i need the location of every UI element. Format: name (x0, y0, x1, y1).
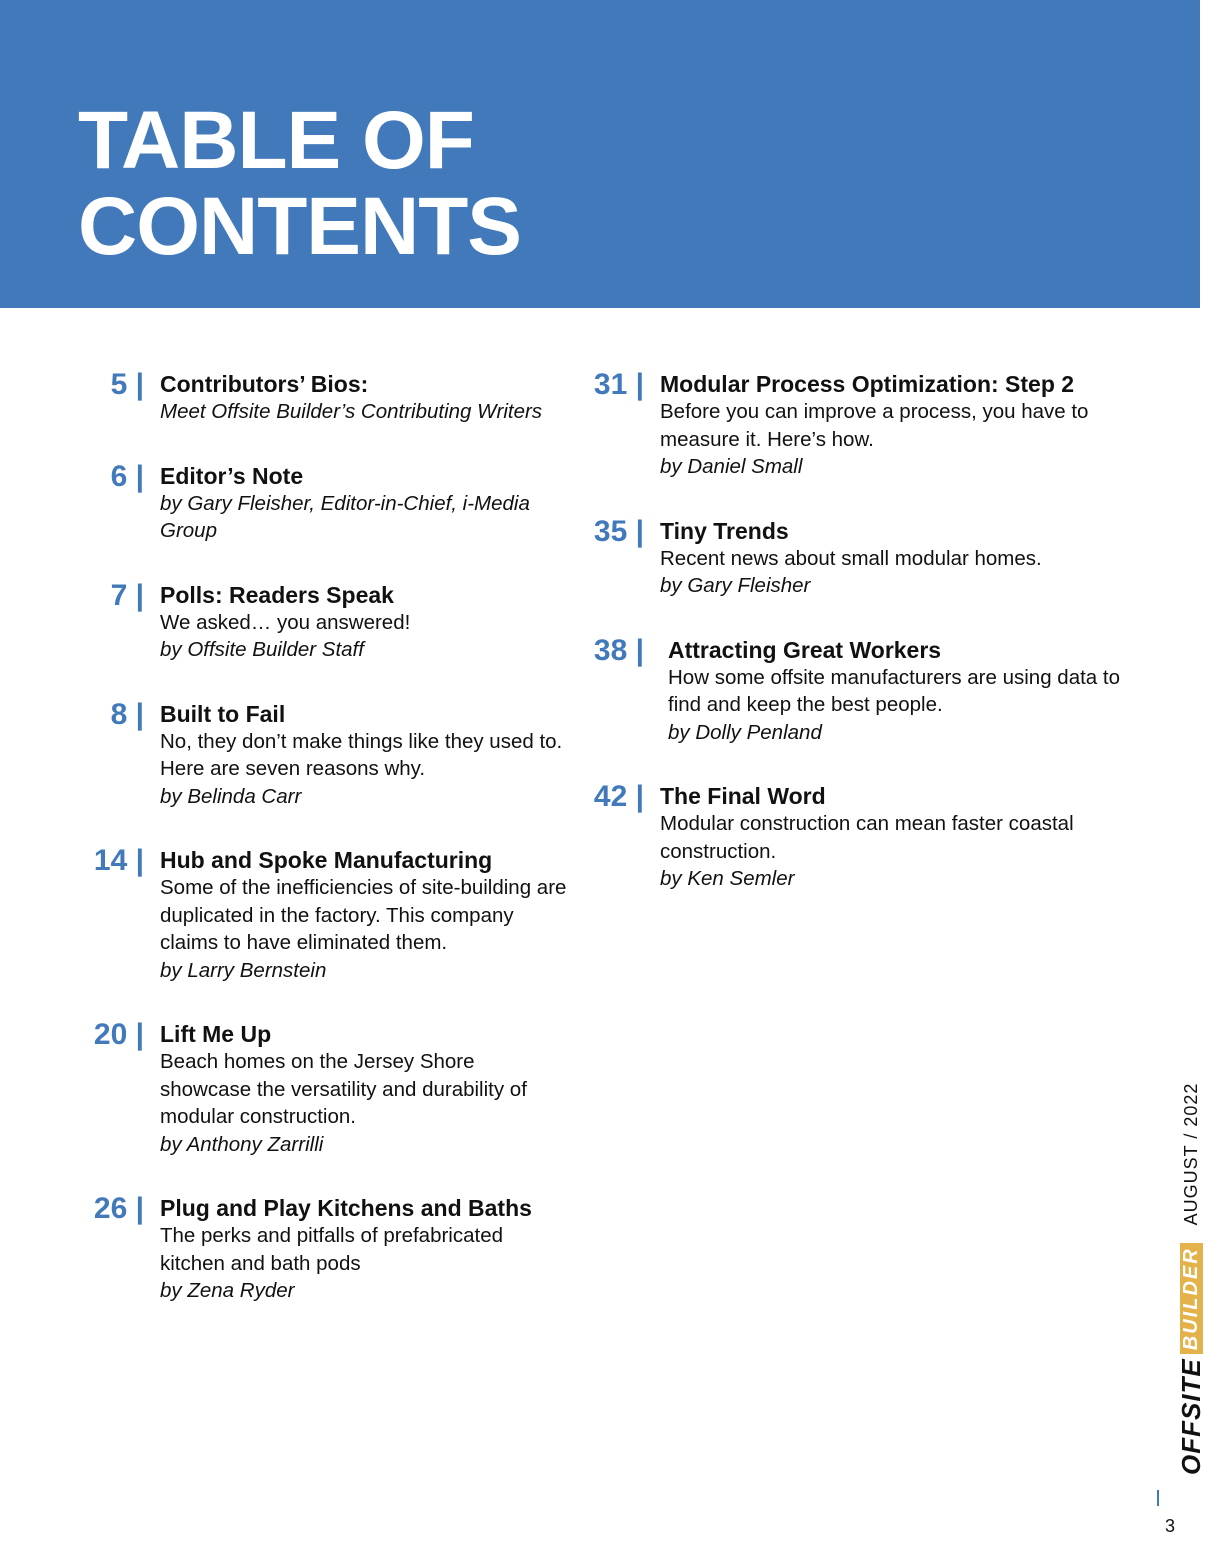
toc-entry-description: No, they don’t make things like they used to. Here are seven reasons why. (160, 729, 563, 780)
toc-entry-byline: by Ken Semler (660, 867, 795, 890)
toc-page-number: 8 | (110, 697, 144, 731)
toc-entry[interactable] (560, 633, 1138, 747)
toc-page-number: 6 | (110, 459, 144, 493)
toc-entry[interactable] (60, 1194, 570, 1305)
toc-entry-byline: by Offsite Builder Staff (160, 638, 364, 661)
brand-logo-offsite: OFFSITE (1175, 1358, 1206, 1475)
toc-right-column (560, 370, 1160, 929)
toc-page-number: 26 | (93, 1192, 144, 1225)
toc-entry-title: Contributors’ Bios: (160, 371, 369, 397)
toc-entry-byline: by Dolly Penland (668, 720, 822, 744)
toc-entry-title: Polls: Readers Speak (160, 581, 394, 608)
toc-entry-byline: by Belinda Carr (160, 784, 302, 808)
page-title-line-1: TABLE OF (78, 95, 474, 186)
toc-entry[interactable] (60, 846, 570, 984)
toc-entry-description: Beach homes on the Jersey Shore showcase the versatility and durability of modular construction. (160, 1050, 527, 1128)
toc-entry-description: We asked… you answered! (160, 610, 411, 634)
toc-entry-byline: by Zena Ryder (160, 1279, 295, 1302)
brand-logo-builder: BUILDER (1180, 1243, 1203, 1354)
page-number-rule (1157, 1490, 1159, 1506)
toc-entry-title: Lift Me Up (160, 1021, 272, 1047)
toc-entry-title: Attracting Great Workers (668, 636, 942, 663)
toc-entry-byline: by Gary Fleisher, Editor-in-Chief, i-Media Group (160, 491, 530, 542)
page-number: 3 (1165, 1516, 1176, 1536)
toc-left-column (60, 370, 580, 1341)
toc-entry-description: How some offsite manufacturers are using data to find and keep the best people. (668, 665, 1120, 716)
toc-entry-title: Built to Fail (160, 700, 286, 727)
toc-entry-title: Editor’s Note (160, 462, 304, 489)
toc-entry-title: The Final Word (660, 783, 826, 809)
header-band (0, 0, 1200, 308)
toc-entry-title: Hub and Spoke Manufacturing (160, 847, 493, 873)
toc-entry-byline: by Daniel Small (660, 455, 803, 478)
toc-entry-description: The perks and pitfalls of prefabricated kitchen and bath pods (160, 1224, 503, 1275)
toc-entry[interactable] (60, 697, 570, 811)
toc-entry-byline: by Larry Bernstein (160, 958, 327, 982)
toc-entry-description: Modular construction can mean faster coastal construction. (660, 812, 1074, 863)
toc-page-number: 14 | (93, 844, 144, 877)
toc-entry-byline: by Gary Fleisher (660, 574, 811, 597)
issue-date: AUGUST / 2022 (1180, 1082, 1201, 1226)
toc-entry-description: Some of the inefficiencies of site-building are duplicated in the factory. This company claims to have eliminated them. (160, 876, 567, 954)
toc-entry[interactable] (60, 459, 570, 545)
toc-entry-description: Meet Offsite Builder’s Contributing Writers (160, 400, 543, 423)
page-title (78, 95, 521, 272)
toc-page-number: 5 | (110, 368, 144, 401)
toc-entry-byline: by Anthony Zarrilli (160, 1132, 324, 1156)
toc-entry-title: Tiny Trends (660, 517, 789, 544)
toc-entry-description: Before you can improve a process, you have to measure it. Here’s how. (660, 400, 1089, 451)
toc-page-number: 31 | (593, 368, 644, 401)
toc-page-number: 35 | (593, 514, 644, 548)
page-title-line-2: CONTENTS (78, 181, 521, 272)
toc-page-number: 38 | (593, 633, 644, 667)
toc-entry-description: Recent news about small modular homes. (660, 546, 1042, 570)
toc-entry[interactable] (560, 370, 1130, 481)
toc-page-number: 20 | (93, 1018, 144, 1051)
toc-page-number: 42 | (593, 780, 644, 813)
toc-entry[interactable] (560, 782, 1130, 893)
toc-entry[interactable] (60, 370, 570, 426)
toc-entry-title: Modular Process Optimization: Step 2 (660, 371, 1075, 397)
magazine-spine (1141, 1082, 1206, 1475)
toc-entry-title: Plug and Play Kitchens and Baths (160, 1195, 532, 1221)
toc-entry[interactable] (60, 578, 570, 664)
toc-entry[interactable] (60, 1020, 570, 1158)
toc-page-number: 7 | (110, 578, 144, 612)
toc-entry[interactable] (560, 514, 1130, 600)
